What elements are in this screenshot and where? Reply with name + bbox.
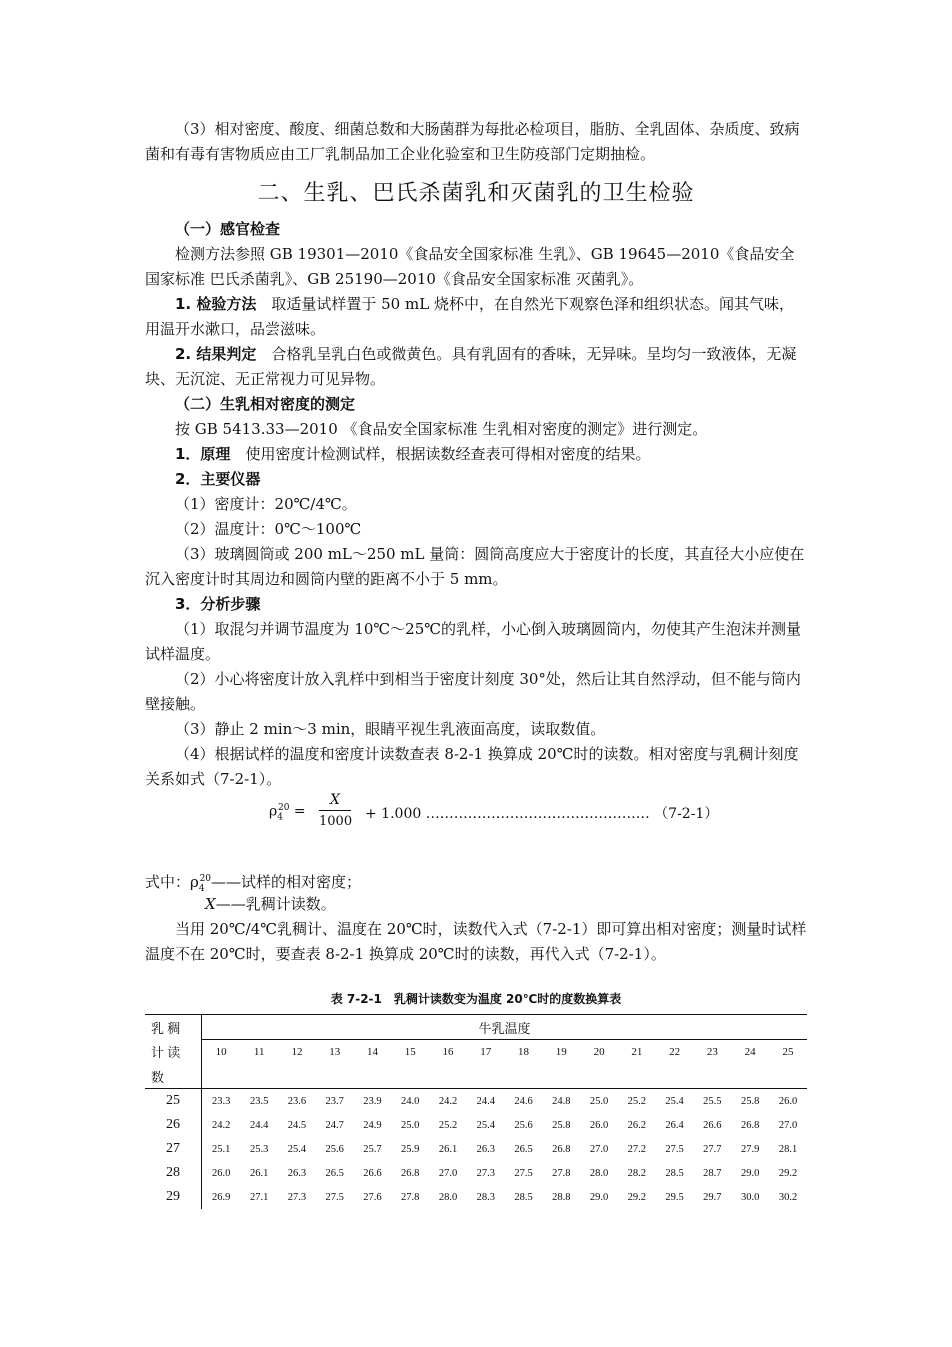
value-cell: 23.6 — [278, 1089, 316, 1114]
value-cell: 24.4 — [249, 1119, 269, 1131]
value-cell: 29.7 — [703, 1191, 722, 1203]
value-cell: 28.0 — [438, 1191, 458, 1203]
result-item — [145, 342, 807, 392]
where-line-2: X——乳稠计读数。 — [205, 895, 336, 913]
result-text: 合格乳呈乳白色或微黄色。具有乳固有的香味，无异味。呈均匀一致液体，无凝块、无沉淀、无正常视力可见异物。 — [145, 345, 797, 388]
temp-col: 13 — [329, 1046, 341, 1058]
value-cell: 25.8 — [731, 1089, 769, 1114]
value-cell: 24.2 — [211, 1119, 231, 1131]
temp-col: 15 — [404, 1046, 416, 1058]
value-cell: 27.3 — [287, 1191, 307, 1203]
value-cell: 24.0 — [391, 1089, 429, 1114]
value-cell: 26.5 — [325, 1167, 344, 1179]
value-cell: 26.8 — [401, 1167, 420, 1179]
row-header-1: 乳 稠 — [145, 1015, 202, 1040]
reading-cell: 26 — [145, 1113, 202, 1137]
value-cell: 29.2 — [778, 1167, 798, 1179]
value-cell: 25.4 — [287, 1143, 307, 1155]
temp-col: 12 — [291, 1046, 303, 1058]
value-cell: 25.2 — [438, 1119, 458, 1131]
value-cell: 25.0 — [580, 1089, 618, 1114]
value-cell: 27.6 — [363, 1191, 382, 1203]
value-cell: 23.7 — [316, 1089, 354, 1114]
value-cell: 26.5 — [514, 1143, 533, 1155]
value-cell: 26.2 — [627, 1119, 647, 1131]
value-cell: 25.0 — [401, 1119, 420, 1131]
temp-col: 21 — [631, 1046, 643, 1058]
value-cell: 23.5 — [240, 1089, 278, 1114]
value-cell: 27.0 — [778, 1119, 798, 1131]
value-cell: 25.8 — [552, 1119, 571, 1131]
temp-col: 25 — [782, 1046, 794, 1058]
note-paragraph: 当用 20℃/4℃乳稠计、温度在 20℃时，读数代入式（7-2-1）即可算出相对密度；测量时试样温度不在 20℃时，要查表 8-2-1 换算成 20℃时的读数，再代入式（7-2-1）。 — [145, 920, 807, 963]
principle-item — [145, 442, 807, 467]
table-row — [145, 1113, 807, 1137]
value-cell: 26.6 — [703, 1119, 722, 1131]
value-cell: 25.9 — [401, 1143, 420, 1155]
formula-rest: + 1.000 ………………………………………… （7-2-1） — [365, 806, 719, 822]
temp-col: 16 — [442, 1046, 454, 1058]
value-cell: 28.8 — [552, 1191, 571, 1203]
value-cell: 25.1 — [211, 1143, 231, 1155]
value-cell: 24.6 — [505, 1089, 543, 1114]
value-cell: 26.8 — [740, 1119, 760, 1131]
value-cell: 28.2 — [627, 1167, 647, 1179]
value-cell: 24.5 — [287, 1119, 307, 1131]
density-heading: （二）生乳相对密度的测定 — [175, 395, 356, 413]
instrument-1: （1）密度计：20℃/4℃。 — [175, 495, 357, 513]
step-4: （4）根据试样的温度和密度计读数查表 8-2-1 换算成 20℃时的读数。相对密度与乳稠计刻度关系如式（7-2-1）。 — [145, 745, 799, 788]
reading-cell: 25 — [145, 1089, 202, 1114]
value-cell: 25.2 — [618, 1089, 656, 1114]
value-cell: 26.3 — [476, 1143, 495, 1155]
value-cell: 27.7 — [703, 1143, 722, 1155]
temp-col: 22 — [669, 1046, 681, 1058]
reading-cell: 27 — [145, 1137, 202, 1161]
conversion-table — [145, 1014, 807, 1209]
value-cell: 25.7 — [363, 1143, 382, 1155]
value-cell: 27.8 — [401, 1191, 420, 1203]
reading-cell: 29 — [145, 1185, 202, 1209]
value-cell: 27.3 — [476, 1167, 495, 1179]
step-2: （2）小心将密度计放入乳样中到相当于密度计刻度 30°处，然后让其自然浮动，但不能与筒内壁接触。 — [145, 670, 801, 713]
value-cell: 25.5 — [693, 1089, 731, 1114]
instrument-2: （2）温度计：0℃～100℃ — [175, 520, 362, 538]
temp-col: 24 — [744, 1046, 756, 1058]
steps-label: 3．分析步骤 — [175, 595, 261, 613]
temp-col: 23 — [706, 1046, 718, 1058]
table-row — [145, 1089, 807, 1114]
formula-numerator: X — [330, 792, 340, 808]
table-row — [145, 1137, 807, 1161]
intro-paragraph: （3）相对密度、酸度、细菌总数和大肠菌群为每批必检项目，脂肪、全乳固体、杂质度、致病菌和有毒有害物质应由工厂乳制品加工企业化验室和卫生防疫部门定期抽检。 — [145, 120, 800, 163]
where-line-1: 式中：$\rho_4^{20}——$试样的相对密度； — [145, 873, 362, 894]
value-cell: 26.4 — [665, 1119, 684, 1131]
formula-denominator: 1000 — [319, 814, 353, 829]
density-paragraph: 按 GB 5413.33—2010 《食品安全国家标准 生乳相对密度的测定》进行测定。 — [175, 420, 708, 438]
temp-col: 19 — [555, 1046, 567, 1058]
formula-lhs: $\rho_4^{20}$ = — [269, 803, 306, 823]
value-cell: 24.2 — [429, 1089, 467, 1114]
value-cell: 27.0 — [589, 1143, 609, 1155]
value-cell: 27.9 — [740, 1143, 760, 1155]
method-text: 取适量试样置于 50 mL 烧杯中，在自然光下观察色泽和组织状态。闻其气味，用温开水漱口，品尝滋味。 — [145, 295, 794, 338]
table-body — [145, 1089, 807, 1210]
value-cell: 27.1 — [249, 1191, 269, 1203]
value-cell: 28.5 — [514, 1191, 533, 1203]
value-cell: 29.0 — [589, 1191, 609, 1203]
value-cell: 26.1 — [249, 1167, 269, 1179]
value-cell: 26.0 — [211, 1167, 231, 1179]
method-label: 1. 检验方法 — [175, 295, 257, 313]
table-row — [145, 1185, 807, 1209]
value-cell: 27.8 — [552, 1167, 571, 1179]
temp-col: 20 — [593, 1046, 605, 1058]
sensory-heading: （一）感官检查 — [175, 220, 281, 238]
method-item — [145, 292, 807, 342]
value-cell: 28.5 — [665, 1167, 684, 1179]
value-cell: 28.1 — [778, 1143, 798, 1155]
value-cell: 26.3 — [287, 1167, 307, 1179]
value-cell: 27.5 — [325, 1191, 344, 1203]
temp-col: 10 — [215, 1046, 227, 1058]
table-header-row-2 — [145, 1040, 807, 1065]
step-3: （3）静止 2 min～3 min，眼睛平视生乳液面高度，读取数值。 — [175, 720, 606, 738]
value-cell: 25.6 — [325, 1143, 344, 1155]
formula-fraction — [319, 790, 351, 833]
value-cell: 26.8 — [552, 1143, 571, 1155]
reading-cell: 28 — [145, 1161, 202, 1185]
row-header-2: 计 读 — [145, 1040, 202, 1065]
value-cell: 29.2 — [627, 1191, 647, 1203]
principle-text: 使用密度计检测试样，根据读数经查表可得相对密度的结果。 — [245, 445, 651, 463]
value-cell: 23.3 — [202, 1089, 241, 1114]
instrument-3: （3）玻璃圆筒或 200 mL～250 mL 量筒：圆筒高度应大于密度计的长度，其直径大小应使在沉入密度计时其周边和圆筒内壁的距离不小于 5 mm。 — [145, 545, 805, 588]
value-cell: 25.6 — [514, 1119, 533, 1131]
value-cell: 28.7 — [703, 1167, 722, 1179]
temp-col: 14 — [366, 1046, 378, 1058]
table-title: 表 7-2-1 乳稠计读数变为温度 20℃时的度数换算表 — [330, 992, 622, 1006]
value-cell: 26.0 — [769, 1089, 807, 1114]
value-cell: 24.7 — [325, 1119, 344, 1131]
value-cell: 24.9 — [363, 1119, 382, 1131]
value-cell: 27.5 — [665, 1143, 684, 1155]
temp-col: 17 — [480, 1046, 492, 1058]
temp-col: 11 — [253, 1046, 265, 1058]
row-header-3: 数 — [145, 1064, 202, 1089]
value-cell: 30.0 — [740, 1191, 760, 1203]
value-cell: 29.5 — [665, 1191, 684, 1203]
value-cell: 29.0 — [740, 1167, 760, 1179]
value-cell: 26.6 — [363, 1167, 382, 1179]
result-label: 2. 结果判定 — [175, 345, 257, 363]
temperature-group-header: 牛乳温度 — [202, 1015, 808, 1040]
instruments-label: 2．主要仪器 — [175, 470, 261, 488]
value-cell: 25.4 — [476, 1119, 495, 1131]
value-cell: 26.9 — [211, 1191, 231, 1203]
table-header-row-1 — [145, 1015, 807, 1040]
value-cell: 30.2 — [778, 1191, 798, 1203]
value-cell: 26.0 — [589, 1119, 609, 1131]
density-formula — [269, 790, 789, 836]
value-cell: 24.8 — [542, 1089, 580, 1114]
value-cell: 27.0 — [438, 1167, 458, 1179]
value-cell: 27.2 — [627, 1143, 647, 1155]
value-cell: 25.4 — [656, 1089, 694, 1114]
temp-col: 18 — [518, 1046, 530, 1058]
sensory-paragraph: 检测方法参照 GB 19301—2010《食品安全国家标准 生乳》、GB 19645—2010《食品安全国家标准 巴氏杀菌乳》、GB 25190—2010《食品安全国家标准 灭菌乳》。 — [145, 245, 795, 288]
table-row — [145, 1161, 807, 1185]
table-header-row-3 — [145, 1064, 807, 1089]
value-cell: 24.4 — [467, 1089, 505, 1114]
section-title: 二、生乳、巴氏杀菌乳和灭菌乳的卫生检验 — [257, 181, 695, 206]
principle-label: 1．原理 — [175, 445, 231, 463]
value-cell: 28.3 — [476, 1191, 495, 1203]
step-1: （1）取混匀并调节温度为 10℃～25℃的乳样，小心倒入玻璃圆筒内，勿使其产生泡沫并测量试样温度。 — [145, 620, 802, 663]
value-cell: 25.3 — [249, 1143, 269, 1155]
value-cell: 27.5 — [514, 1167, 533, 1179]
value-cell: 26.1 — [438, 1143, 458, 1155]
value-cell: 23.9 — [354, 1089, 392, 1114]
value-cell: 28.0 — [589, 1167, 609, 1179]
